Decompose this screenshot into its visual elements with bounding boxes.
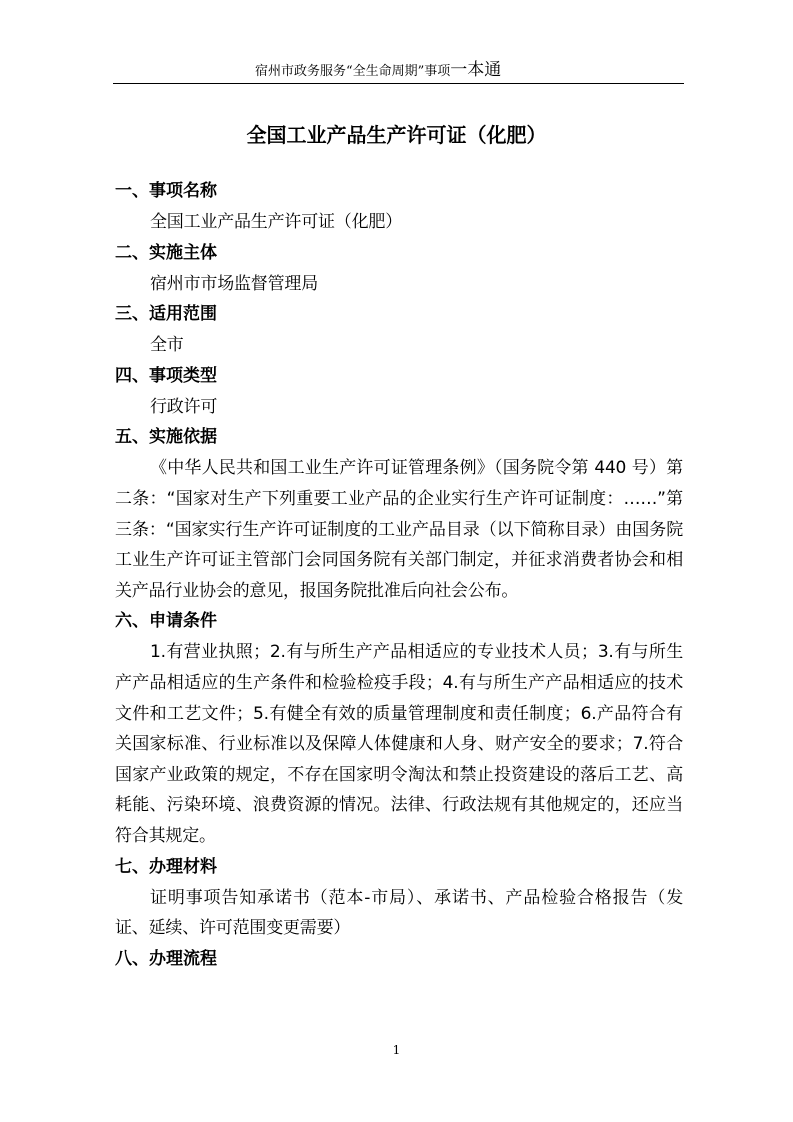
section-body: 全国工业产品生产许可证（化肥） <box>150 212 402 232</box>
section-heading: 七、办理材料 <box>115 856 217 877</box>
running-header-text: 宿州市政务服务“全生命周期”事项 <box>255 64 451 79</box>
section-heading: 六、申请条件 <box>115 611 217 632</box>
section-item-type <box>115 361 683 423</box>
section-heading: 二、实施主体 <box>115 242 217 263</box>
section-scope <box>115 299 683 361</box>
section-body: 行政许可 <box>150 396 218 417</box>
section-body: 证明事项告知承诺书（范本-市局）、承诺书、产品检验合格报告（发证、延续、许可范围变更需要） <box>115 887 683 939</box>
section-body: 宿州市市场监督管理局 <box>150 273 318 294</box>
section-heading: 五、实施依据 <box>115 427 217 448</box>
section-conditions <box>115 606 683 851</box>
document-title: 全国工业产品生产许可证（化肥） <box>246 123 547 147</box>
section-implementing-body <box>115 238 683 300</box>
running-header-suffix: 一本通 <box>450 60 502 80</box>
section-process <box>115 944 683 975</box>
page-number: 1 <box>392 1043 401 1057</box>
document-content <box>115 176 683 975</box>
section-body: 全市 <box>150 335 184 356</box>
section-item-name <box>115 176 683 238</box>
section-body: 《中华人民共和国工业生产许可证管理条例》（国务院令第 440 号）第二条：“国家对生产下列重要工业产品的企业实行生产许可证制度：……”第三条：“国家实行生产许可证制度的工业产品目录（以下简称目录）由国务院工业生产许可证主管部门会同国务院有关部门制定，并征求消费者协会和相关产品行业协会的意见，报国务院批准后向社会公布。 <box>115 458 683 601</box>
section-materials <box>115 852 683 944</box>
section-body: 1.有营业执照；2.有与所生产产品相适应的专业技术人员；3.有与所生产产品相适应的生产条件和检验检疫手段；4.有与所生产产品相适应的技术文件和工艺文件；5.有健全有效的质量管理制度和责任制度；6.产品符合有关国家标准、行业标准以及保障人体健康和人身、财产安全的要求；7.符合国家产业政策的规定，不存在国家明令淘汰和禁止投资建设的落后工艺、高耗能、污染环境、浪费资源的情况。法律、行政法规有其他规定的，还应当符合其规定。 <box>115 642 683 846</box>
section-legal-basis <box>115 422 683 606</box>
section-heading: 八、办理流程 <box>115 948 217 969</box>
header-rule <box>113 83 684 84</box>
section-heading: 四、事项类型 <box>115 365 217 386</box>
section-heading: 三、适用范围 <box>115 304 217 325</box>
running-header <box>255 60 545 82</box>
section-heading: 一、事项名称 <box>115 181 217 201</box>
